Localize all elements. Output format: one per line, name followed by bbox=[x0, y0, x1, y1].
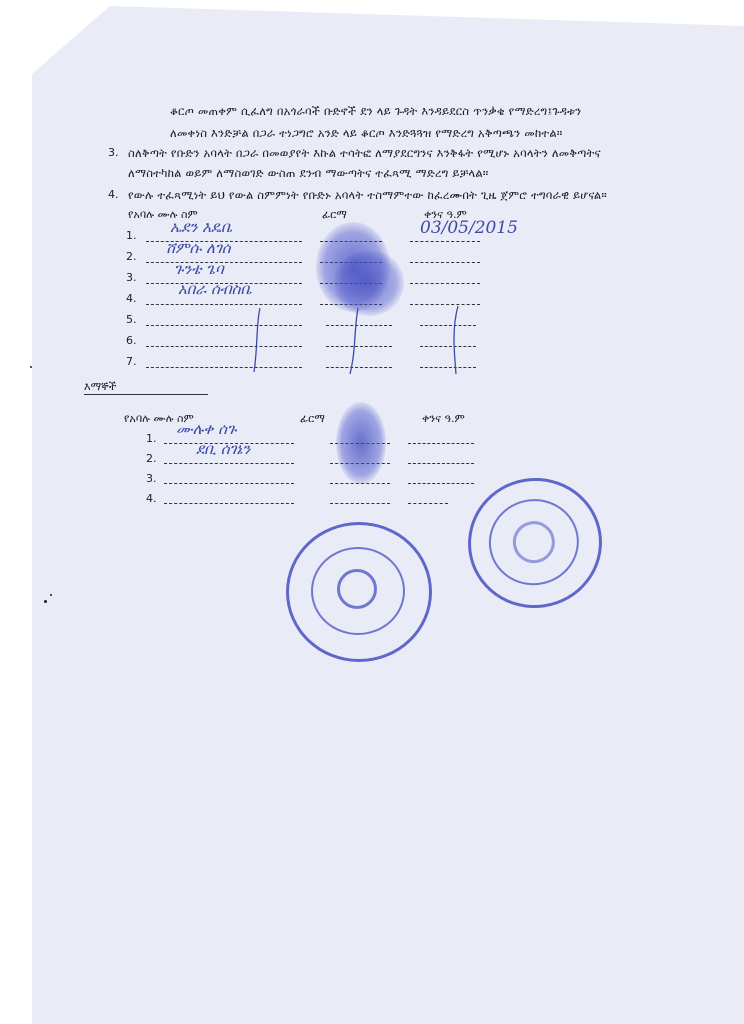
handwritten-date: 03/05/2015 bbox=[420, 218, 518, 238]
date-line bbox=[408, 503, 448, 504]
item-number: 4. bbox=[108, 188, 119, 201]
signature-line bbox=[330, 503, 390, 504]
ink-speck bbox=[30, 366, 32, 368]
handwritten-name: አበራ ሰብስቤ bbox=[178, 280, 252, 298]
name-line bbox=[164, 503, 294, 504]
row-number: 7. bbox=[126, 355, 137, 368]
column-header-date: ቀንና ዓ.ም bbox=[424, 208, 467, 221]
row-number: 6. bbox=[126, 334, 137, 347]
date-line bbox=[410, 241, 480, 242]
handwritten-name: ሙሉቀ ሰጉ bbox=[176, 420, 237, 438]
paragraph-line: ቆርጦ መጠቀም ሲፈለግ በአጎራባች ቡድኖች ደን ላይ ጉዳት እንዳይደርስ ጥንቃቄ የማድረግ፤ጉዳቱን bbox=[170, 104, 582, 118]
row-number: 1. bbox=[146, 432, 157, 445]
paragraph-line: ለመቀነስ እንድቻል በጋራ ተነጋግሮ አንድ ላይ ቆርጦ እንድጓጓዝ የማድረግ አቅጣጫን መከተል። bbox=[170, 126, 563, 140]
row-number: 2. bbox=[146, 452, 157, 465]
paragraph-line: የውሉ ተፈጻሚነት ይህ የውል ስምምነት የቡድኑ አባላት ተስማምተው ከፈረሙበት ጊዜ ጀምሮ ተግባራዊ ይሆናል። bbox=[128, 188, 607, 202]
handwritten-name: ደቢ ሰገኔን bbox=[196, 440, 251, 458]
column-header-name: የአባሉ ሙሉ ስም bbox=[128, 208, 198, 221]
column-header-date: ቀንና ዓ.ም bbox=[422, 412, 465, 425]
witnesses-title-underline bbox=[84, 394, 208, 395]
date-line bbox=[408, 463, 474, 464]
paragraph-line: ለማስተካከል ወይም ለማስወገድ ውስጠ ደንብ ማውጣትና ተፈጻሚ ማድረግ ይቻላል። bbox=[128, 166, 489, 180]
handwritten-name: ሸምሱ ለገሰ bbox=[166, 239, 231, 257]
name-line bbox=[146, 262, 302, 263]
date-line bbox=[408, 443, 474, 444]
name-line bbox=[164, 483, 294, 484]
row-number: 3. bbox=[146, 472, 157, 485]
row-number: 4. bbox=[126, 292, 137, 305]
witnesses-title: እማኞች bbox=[84, 380, 117, 393]
official-stamp bbox=[286, 522, 432, 662]
column-header-signature: ፊርማ bbox=[322, 208, 347, 221]
handwritten-name: ኤደን እዴቤ bbox=[170, 218, 233, 236]
handwritten-name: ጉንቴ ጌባ bbox=[174, 260, 224, 278]
name-line bbox=[164, 463, 294, 464]
date-line bbox=[410, 262, 480, 263]
row-number: 1. bbox=[126, 229, 137, 242]
thumbprint bbox=[334, 250, 404, 316]
row-number: 5. bbox=[126, 313, 137, 326]
ink-speck bbox=[50, 594, 52, 596]
row-number: 3. bbox=[126, 271, 137, 284]
paragraph-line: ስለቅጣት የቡድን አባላት በጋራ በመወያየት እኩል ተሳትፎ ለማያደርግንና እንቅፋት የሚሆኑ አባላትን ለመቅጣትና bbox=[128, 146, 601, 160]
ink-speck bbox=[44, 600, 47, 603]
date-line bbox=[410, 283, 480, 284]
date-line bbox=[408, 483, 474, 484]
row-number: 2. bbox=[126, 250, 137, 263]
item-number: 3. bbox=[108, 146, 119, 159]
column-header-name: የአባሉ ሙሉ ስም bbox=[124, 412, 194, 425]
thumbprint bbox=[336, 402, 386, 484]
row-number: 4. bbox=[146, 492, 157, 505]
column-header-signature: ፊርማ bbox=[300, 412, 325, 425]
